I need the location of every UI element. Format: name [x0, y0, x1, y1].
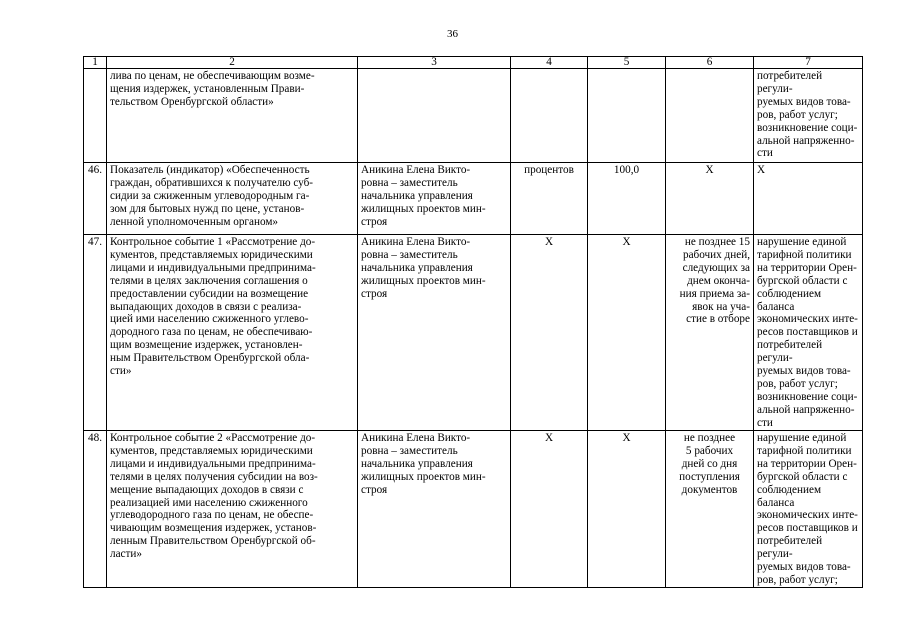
table-row: [84, 431, 863, 588]
table-row: [84, 235, 863, 431]
table-row: [84, 163, 863, 235]
value-cell: 100,0: [588, 163, 666, 235]
column-header: 5: [588, 57, 666, 69]
column-header: 2: [107, 57, 358, 69]
table-row: [84, 69, 863, 163]
event-description: Показатель (индикатор) «Обеспеченность граждан, обратившихся к получателю суб- сидии за сжиженным углеводородным га- зом для бытовых нужд по цене, установ- ленной уполномоченным органом»: [107, 163, 358, 235]
unit-cell: [511, 69, 588, 163]
event-description: Контрольное событие 2 «Рассмотрение до- кументов, представляемых юридическими лицами и индивидуальными предпринима- телями в целях получения субсидии на воз- мещение выпадающих доходов в связи с реализацией ими населению сжиженного углеводородного газа по ценам, не обеспе- чивающим возмещения издержек, установ- ленным Правительством Оренбургской об- ласти»: [107, 431, 358, 588]
column-header: 6: [666, 57, 754, 69]
column-header: 4: [511, 57, 588, 69]
row-number: 46.: [84, 163, 107, 235]
responsible-person: Аникина Елена Викто- ровна – заместитель начальника управления жилищных проектов мин- строя: [358, 235, 511, 431]
row-number: 48.: [84, 431, 107, 588]
risk-cell: нарушение единой тарифной политики на территории Орен- бургской области с соблюдением баланса экономических инте- ресов поставщиков и потребителей регули- руемых видов това- ров, работ услуг;: [754, 431, 863, 588]
responsible-person: Аникина Елена Викто- ровна – заместитель начальника управления жилищных проектов мин- строя: [358, 163, 511, 235]
risk-cell: Х: [754, 163, 863, 235]
unit-cell: процентов: [511, 163, 588, 235]
page-number: 36: [447, 28, 458, 40]
document-table: [83, 56, 863, 588]
event-description: лива по ценам, не обеспечивающим возме- щения издержек, установленным Прави- тельством Оренбургской области»: [107, 69, 358, 163]
responsible-person: Аникина Елена Викто- ровна – заместитель начальника управления жилищных проектов мин- строя: [358, 431, 511, 588]
column-header: 7: [754, 57, 863, 69]
row-number: [84, 69, 107, 163]
column-header: 3: [358, 57, 511, 69]
value-cell: [588, 69, 666, 163]
deadline-cell: не позднее 5 рабочих дней со дня поступления документов: [666, 431, 754, 588]
responsible-person: [358, 69, 511, 163]
unit-cell: Х: [511, 431, 588, 588]
column-header: 1: [84, 57, 107, 69]
risk-cell: нарушение единой тарифной политики на территории Орен- бургской области с соблюдением баланса экономических инте- ресов поставщиков и потребителей регули- руемых видов това- ров, работ услуг; возникновение соци- альной напряженно- сти: [754, 235, 863, 431]
unit-cell: Х: [511, 235, 588, 431]
row-number: 47.: [84, 235, 107, 431]
deadline-cell: не позднее 15 рабочих дней, следующих за днем оконча- ния приема за- явок на уча- стие в отборе: [666, 235, 754, 431]
deadline-cell: [666, 69, 754, 163]
event-description: Контрольное событие 1 «Рассмотрение до- кументов, представляемых юридическими лицами и индивидуальными предпринима- телями в целях заключения соглашения о предоставлении субсидии на возмещение выпадающих доходов в связи с реализа- цией ими населению сжиженного углево- дородного газа по ценам, не обеспечиваю- щим возмещение издержек, установлен- ным Правительством Оренбургской обла- сти»: [107, 235, 358, 431]
value-cell: Х: [588, 431, 666, 588]
risk-cell: потребителей регули- руемых видов това- ров, работ услуг; возникновение соци- альной напряженно- сти: [754, 69, 863, 163]
deadline-cell: Х: [666, 163, 754, 235]
column-header-row: [84, 57, 863, 69]
value-cell: Х: [588, 235, 666, 431]
